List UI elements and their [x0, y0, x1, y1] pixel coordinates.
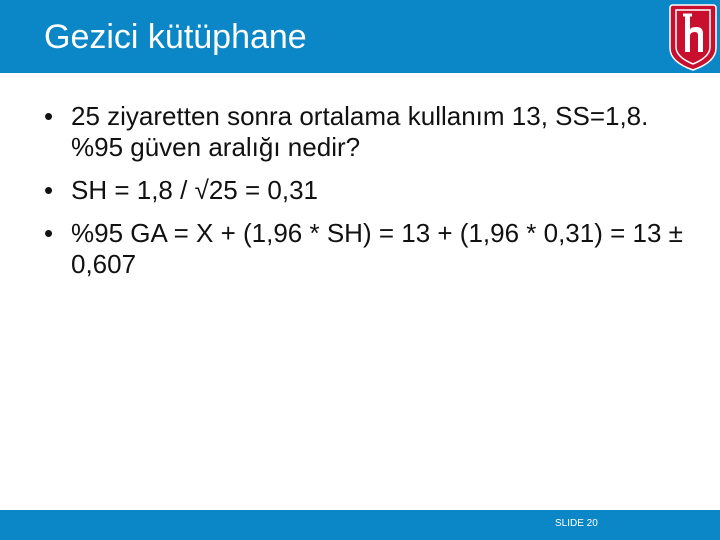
bullet-marker: • — [44, 175, 54, 205]
footer-bar — [0, 510, 720, 540]
bullet-item — [44, 218, 684, 280]
bullet-marker: • — [44, 218, 54, 248]
bullet-text: %95 GA = X + (1,96 * SH) = 13 + (1,96 * 0,31) = 13 ± 0,607 — [71, 218, 683, 279]
slide-number: SLIDE 20 — [555, 518, 598, 529]
bullet-item — [44, 101, 684, 163]
slide-title: Gezici kütüphane — [44, 18, 307, 56]
bullet-marker: • — [44, 101, 54, 131]
title-bar — [0, 0, 720, 73]
hacettepe-h-logo-icon — [668, 2, 718, 72]
bullet-item — [44, 175, 684, 206]
bullet-text: 25 ziyaretten sonra ortalama kullanım 13, SS=1,8. %95 güven aralığı nedir? — [71, 101, 649, 162]
bullet-text: SH = 1,8 / √25 = 0,31 — [71, 175, 318, 205]
bullet-list — [44, 101, 684, 292]
